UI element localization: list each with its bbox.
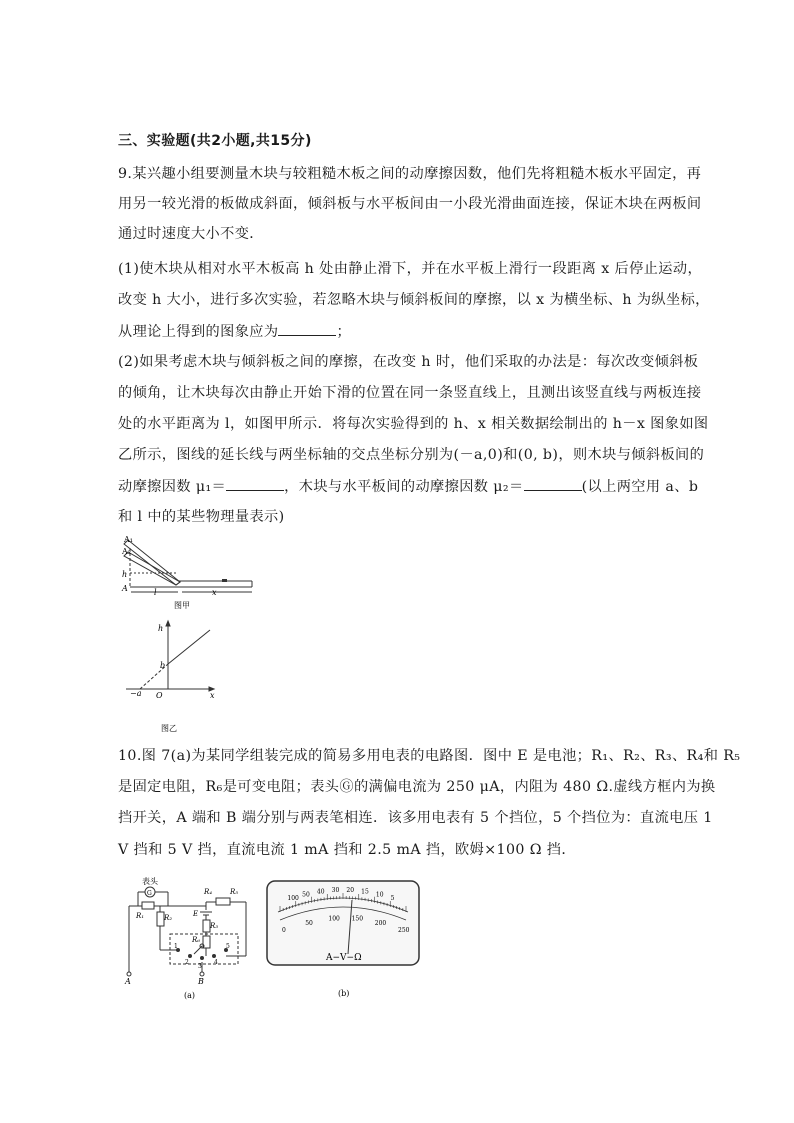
q9-mu1-text: 动摩擦因数 μ₁＝ xyxy=(118,479,227,495)
fig-a-meter-label: 表头 xyxy=(142,877,158,886)
q10-line-2: 是固定电阻，R₆是可变电阻；表头Ⓖ的满偏电流为 250 μA，内阻为 480 Ω.虚线方框内为换 xyxy=(118,779,716,795)
q9-line-3: 通过时速度大小不变． xyxy=(118,226,264,242)
fig-yi-h: h xyxy=(158,624,164,633)
fig-jia-caption: 图甲 xyxy=(174,601,190,610)
q9-line-2: 用另一较光滑的板做成斜面，倾斜板与水平板间由一小段光滑曲面连接，保证木块在两板间 xyxy=(118,196,702,212)
meter-label: A−V−Ω xyxy=(326,953,362,963)
q9-line-6: (2)如果考虑木块与倾斜板之间的摩擦，在改变 h 时，他们采取的办法是：每次改变倾斜板 xyxy=(118,354,699,370)
meter-top-scale-label: 50 xyxy=(302,891,310,899)
q9-mu-note: (以上两空用 a、b xyxy=(581,479,699,495)
fig-a-e: E xyxy=(193,910,199,918)
q9-mu-line xyxy=(118,476,698,497)
fig-a-r5: R₅ xyxy=(230,888,239,896)
q9-mu2-text: ，木块与水平板间的动摩擦因数 μ₂＝ xyxy=(284,479,524,495)
meter-top-scale-label: 100 xyxy=(287,895,299,903)
fig-jia-a: A xyxy=(122,584,128,593)
fig-yi-neg-a: −a xyxy=(130,689,142,698)
meter-top-scale-label: 30 xyxy=(331,887,340,895)
fig-a-s1: 1 xyxy=(174,943,178,950)
answer-blank-1[interactable] xyxy=(278,321,336,336)
fig-yi-x: x xyxy=(210,691,215,700)
meter-top-scale-label: 20 xyxy=(346,887,355,895)
section-heading: 三、实验题(共2小题,共15分) xyxy=(118,133,312,149)
fig-yi-o: O xyxy=(156,691,163,700)
fig-a-a: A xyxy=(125,977,131,986)
figure-jia xyxy=(112,536,258,616)
fig-a-r6: R₆ xyxy=(192,936,201,944)
fig-jia-l: l xyxy=(154,588,157,597)
fig-yi-caption: 图乙 xyxy=(161,724,177,733)
q9-line-10: 和 l 中的某些物理量表示) xyxy=(118,509,285,525)
meter-top-scale-label: 10 xyxy=(375,891,384,899)
q9-graph-text: 从理论上得到的图象应为 xyxy=(118,324,279,340)
q9-line-7: 的倾角，让木块每次由静止开始下滑的位置在同一条竖直线上，且测出该竖直线与两板连接 xyxy=(118,385,702,401)
fig-a-r3: R₃ xyxy=(210,922,219,930)
meter-top-scale-label: 5 xyxy=(390,895,395,903)
meter-top-scale-label: 15 xyxy=(361,888,369,896)
fig-a-r2: R₂ xyxy=(164,914,173,922)
fig-jia-a1: A₁ xyxy=(124,536,133,544)
meter-bottom-scale-label: 150 xyxy=(351,915,364,923)
fig-a-s2: 2 xyxy=(185,959,189,966)
meter-top-scale-label: 40 xyxy=(316,888,325,896)
fig-a-s4: 4 xyxy=(214,959,218,966)
q9-line-9: 乙所示，图线的延长线与两坐标轴的交点坐标分别为(－a,0)和(0, b)，则木块与倾斜板间的 xyxy=(118,447,705,463)
answer-blank-3[interactable] xyxy=(524,476,582,491)
q9-graph-line xyxy=(118,321,351,342)
fig-a-g: G xyxy=(147,890,152,897)
meter-bottom-scale-label: 50 xyxy=(305,919,313,927)
q9-line-1: 9.某兴趣小组要测量木块与较粗糙木板之间的动摩擦因数，他们先将粗糙木板水平固定，再 xyxy=(118,166,702,182)
meter-bottom-scale-label: 100 xyxy=(328,915,340,923)
q9-graph-end: ； xyxy=(336,324,352,340)
q10-line-1: 10.图 7(a)为某同学组装完成的简易多用电表的电路图．图中 E 是电池；R₁、R₂、R₃、R₄和 R₅ xyxy=(118,748,741,764)
figure-a-circuit xyxy=(118,876,258,1002)
fig-a-s5: 5 xyxy=(226,943,230,950)
fig-a-r4: R₄ xyxy=(204,888,213,896)
q9-line-8: 处的水平距离为 l，如图甲所示．将每次实验得到的 h、x 相关数据绘制出的 h－x 图象如图 xyxy=(118,416,709,432)
fig-yi-b: b xyxy=(160,661,166,670)
fig-jia-h: h xyxy=(122,570,128,579)
q9-line-4: (1)使木块从相对水平木板高 h 处由静止滑下，并在水平板上滑行一段距离 x 后停止运动， xyxy=(118,261,703,277)
fig-b-caption: (b) xyxy=(338,989,350,998)
meter-bottom-scale-label: 0 xyxy=(282,927,286,934)
fig-a-caption: (a) xyxy=(184,991,196,1000)
fig-jia-a2: A₂ xyxy=(122,547,131,556)
fig-a-r1: R₁ xyxy=(136,912,145,920)
q10-line-4: V 挡和 5 V 挡，直流电流 1 mA 挡和 2.5 mA 挡，欧姆×100 Ω 挡． xyxy=(118,842,576,858)
fig-jia-x: x xyxy=(212,588,217,597)
figure-b-meter xyxy=(266,880,422,1004)
fig-a-b: B xyxy=(198,977,204,986)
q10-line-3: 挡开关，A 端和 B 端分别与两表笔相连．该多用电表有 5 个挡位，5 个挡位为：直流电压 1 xyxy=(118,810,713,826)
meter-bottom-scale-label: 200 xyxy=(374,919,387,927)
answer-blank-2[interactable] xyxy=(226,476,284,491)
q9-line-5: 改变 h 大小，进行多次实验，若忽略木块与倾斜板间的摩擦，以 x 为横坐标、h 为纵坐标， xyxy=(118,292,710,308)
fig-a-s3: 3 xyxy=(198,963,202,970)
meter-bottom-scale-label: 250 xyxy=(398,927,410,934)
figure-yi xyxy=(116,619,226,737)
